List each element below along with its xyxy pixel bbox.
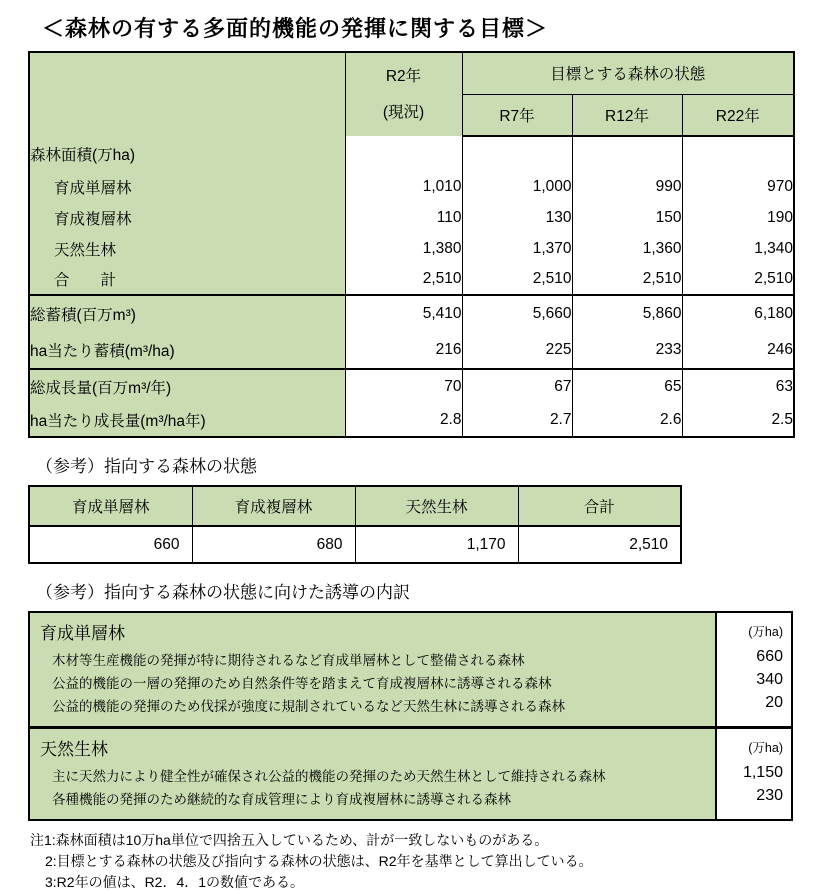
cell-value: 1,360 bbox=[572, 233, 682, 264]
cell-value: 5,860 bbox=[572, 295, 682, 332]
reference-table bbox=[28, 485, 682, 564]
table-row bbox=[29, 233, 794, 264]
ref-column-header: 合計 bbox=[518, 486, 681, 526]
cell-value: 130 bbox=[462, 202, 572, 233]
row-label: 天然生林 bbox=[29, 233, 345, 264]
cell-value: 70 bbox=[345, 369, 462, 403]
box-item-text: 公益的機能の発揮のため伐採が強度に規制されているなど天然生林に誘導される森林 bbox=[52, 699, 565, 714]
breakdown-title: （参考）指向する森林の状態に向けた誘導の内訳 bbox=[36, 583, 410, 602]
cell-value: 1,340 bbox=[682, 233, 794, 264]
breakdown-box-natural bbox=[30, 726, 791, 819]
cell-value: 233 bbox=[572, 332, 682, 369]
box-item-value: 660 bbox=[756, 648, 783, 665]
cell-value: 6,180 bbox=[682, 295, 794, 332]
cell-value: 2,510 bbox=[682, 264, 794, 295]
table-row bbox=[29, 171, 794, 202]
box-heading: 天然生林 bbox=[40, 740, 108, 759]
goal-state-header: 目標とする森林の状態 bbox=[462, 52, 794, 94]
table-row bbox=[29, 332, 794, 369]
footnotes bbox=[30, 830, 816, 893]
cell-value: 65 bbox=[572, 369, 682, 403]
ref-cell-value: 660 bbox=[29, 526, 192, 563]
reference-table-title: （参考）指向する森林の状態 bbox=[36, 457, 257, 476]
cell-value: 246 bbox=[682, 332, 794, 369]
column-header-r22: R22年 bbox=[682, 94, 794, 136]
row-label: 総成長量(百万m³/年) bbox=[29, 369, 345, 403]
cell-value: 2,510 bbox=[462, 264, 572, 295]
cell-value bbox=[572, 136, 682, 171]
unit-label: (万ha) bbox=[748, 741, 783, 755]
cell-value: 1,000 bbox=[462, 171, 572, 202]
row-label: 育成複層林 bbox=[29, 202, 345, 233]
cell-value: 1,010 bbox=[345, 171, 462, 202]
table-row bbox=[29, 403, 794, 437]
cell-value: 190 bbox=[682, 202, 794, 233]
note-line: 3:R2年の値は、R2．4．1の数値である。 bbox=[45, 874, 305, 890]
cell-value: 2.5 bbox=[682, 403, 794, 437]
box-item-value: 1,150 bbox=[742, 764, 783, 781]
table-row bbox=[29, 295, 794, 332]
unit-label: (万ha) bbox=[748, 625, 783, 639]
ref-cell-value: 1,170 bbox=[355, 526, 518, 563]
cell-value bbox=[462, 136, 572, 171]
breakdown-value-column bbox=[715, 729, 791, 819]
cell-value: 2.7 bbox=[462, 403, 572, 437]
cell-value: 970 bbox=[682, 171, 794, 202]
cell-value: 2.8 bbox=[345, 403, 462, 437]
ref-column-header: 育成単層林 bbox=[29, 486, 192, 526]
table-row bbox=[29, 202, 794, 233]
table-row bbox=[29, 136, 794, 171]
cell-value: 110 bbox=[345, 202, 462, 233]
cell-value: 150 bbox=[572, 202, 682, 233]
breakdown-container bbox=[28, 611, 793, 821]
row-label: 総蓄積(百万m³) bbox=[29, 295, 345, 332]
cell-value bbox=[682, 136, 794, 171]
cell-value: 2.6 bbox=[572, 403, 682, 437]
cell-value: 1,380 bbox=[345, 233, 462, 264]
cell-value: 216 bbox=[345, 332, 462, 369]
row-label: ha当たり成長量(m³/ha年) bbox=[29, 403, 345, 437]
column-header-r12: R12年 bbox=[572, 94, 682, 136]
row-label: 育成単層林 bbox=[29, 171, 345, 202]
box-item-value: 20 bbox=[765, 694, 783, 711]
cell-value: 63 bbox=[682, 369, 794, 403]
cell-value: 990 bbox=[572, 171, 682, 202]
row-label: ha当たり蓄積(m³/ha) bbox=[29, 332, 345, 369]
cell-value bbox=[345, 136, 462, 171]
table-row bbox=[29, 369, 794, 403]
ref-column-header: 育成複層林 bbox=[192, 486, 355, 526]
main-target-table bbox=[28, 51, 795, 438]
table-row bbox=[29, 486, 681, 526]
breakdown-box-content bbox=[30, 729, 715, 819]
box-item-text: 公益的機能の一層の発揮のため自然条件等を踏まえて育成複層林に誘導される森林 bbox=[52, 676, 552, 691]
column-header-r2 bbox=[345, 52, 462, 136]
box-heading: 育成単層林 bbox=[40, 624, 125, 643]
note-line: 2:目標とする森林の状態及び指向する森林の状態は、R2年を基準として算出している。 bbox=[45, 853, 593, 869]
ref-column-header: 天然生林 bbox=[355, 486, 518, 526]
cell-value: 5,660 bbox=[462, 295, 572, 332]
cell-value: 67 bbox=[462, 369, 572, 403]
breakdown-box-content bbox=[30, 613, 715, 726]
box-item-value: 340 bbox=[756, 671, 783, 688]
box-item-text: 木材等生産機能の発揮が特に期待されるなど育成単層林として整備される森林 bbox=[52, 653, 525, 668]
cell-value: 225 bbox=[462, 332, 572, 369]
box-item-text: 各種機能の発揮のため継続的な育成管理により育成複層林に誘導される森林 bbox=[52, 792, 511, 807]
page-title: ＜森林の有する多面的機能の発揮に関する目標＞ bbox=[42, 16, 549, 41]
box-item-value: 230 bbox=[756, 787, 783, 804]
box-item-text: 主に天然力により健全性が確保され公益的機能の発揮のため天然生林として維持される森林 bbox=[52, 769, 606, 784]
ref-cell-value: 2,510 bbox=[518, 526, 681, 563]
cell-value: 2,510 bbox=[572, 264, 682, 295]
breakdown-value-column bbox=[715, 613, 791, 726]
r2-status-label: (現況) bbox=[382, 103, 425, 121]
column-header-r7: R7年 bbox=[462, 94, 572, 136]
table-corner-cell bbox=[29, 52, 345, 136]
cell-value: 2,510 bbox=[345, 264, 462, 295]
table-row bbox=[29, 264, 794, 295]
note-line: 注1:森林面積は10万ha単位で四捨五入しているため、計が一致しないものがある。 bbox=[30, 832, 549, 848]
row-label: 森林面積(万ha) bbox=[29, 136, 345, 171]
ref-cell-value: 680 bbox=[192, 526, 355, 563]
r2-year-label: R2年 bbox=[385, 67, 422, 85]
row-label: 合 計 bbox=[29, 264, 345, 295]
breakdown-box-single-layer bbox=[30, 613, 791, 726]
table-row bbox=[29, 526, 681, 563]
cell-value: 5,410 bbox=[345, 295, 462, 332]
cell-value: 1,370 bbox=[462, 233, 572, 264]
